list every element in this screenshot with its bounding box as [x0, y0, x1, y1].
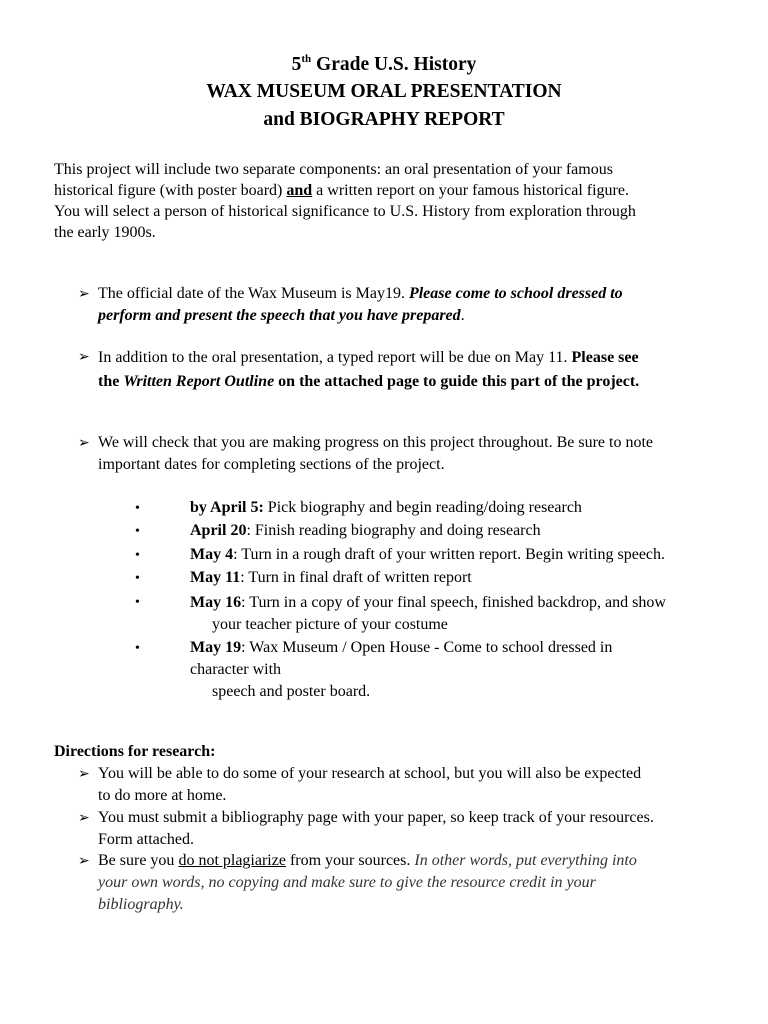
title-line-1-text: Grade U.S. History [316, 54, 477, 75]
schedule-date: May 19 [190, 639, 242, 656]
direction-1-line-1: You will be able to do some of your research at school, but you will also be expected [98, 765, 642, 782]
intro-line-1: This project will include two separate components: an oral presentation of your famous [54, 161, 613, 178]
schedule-bullet-icon: • [135, 641, 140, 656]
schedule-text: : Turn in a rough draft of your written report. Begin writing speech. [233, 546, 666, 563]
arrow-bullet-icon: ➢ [78, 350, 90, 365]
schedule-item-may-16 [190, 592, 666, 636]
bullet-2-bold-2a: the [98, 373, 124, 390]
bullet-1-end: . [460, 307, 465, 324]
arrow-bullet-icon: ➢ [78, 854, 90, 869]
schedule-date: May 11 [190, 569, 241, 586]
intro-line-2 [54, 180, 734, 201]
direction-3-post: from your sources. [285, 852, 415, 869]
schedule-item-may-4 [190, 544, 665, 566]
direction-3-italic-2: your own words, no copying and make sure to give the resource credit in your [98, 874, 596, 891]
arrow-bullet-icon: ➢ [78, 287, 90, 302]
direction-bibliography [98, 807, 654, 851]
do-not-plagiarize-emphasis: do not plagiarize [178, 852, 286, 869]
schedule-bullet-icon: • [135, 571, 140, 586]
direction-research-at-school [98, 763, 641, 807]
schedule-bullet-icon: • [135, 595, 140, 610]
direction-3-pre: Be sure you [98, 852, 179, 869]
schedule-bullet-icon: • [135, 501, 140, 516]
schedule-date: May 4 [190, 546, 234, 563]
schedule-item-april-20 [190, 520, 541, 542]
bullet-2-text: In addition to the oral presentation, a typed report will be due on May 11. [98, 349, 572, 366]
direction-1-line-2: to do more at home. [98, 787, 227, 804]
arrow-bullet-icon: ➢ [78, 436, 90, 451]
bullet-1-emphasis-2: perform and present the speech that you have prepared [98, 307, 461, 324]
intro-line-2-pre: historical figure (with poster board) [54, 182, 287, 199]
direction-3-italic-1: In other words, put everything into [414, 852, 637, 869]
bullet-3-line-2: important dates for completing sections of the project. [98, 456, 445, 473]
bullet-2-bold-1: Please see [571, 349, 639, 366]
arrow-bullet-icon: ➢ [78, 811, 90, 826]
intro-line-4: the early 1900s. [54, 224, 156, 241]
intro-paragraph [54, 159, 734, 243]
arrow-bullet-icon: ➢ [78, 767, 90, 782]
bullet-2-bold-2b: on the attached page to guide this part of the project. [274, 373, 640, 390]
schedule-text: : Turn in a copy of your final speech, finished backdrop, and show [241, 594, 666, 611]
schedule-text: Pick biography and begin reading/doing research [263, 499, 582, 516]
schedule-date: April 20 [190, 522, 247, 539]
intro-and-emphasis: and [286, 182, 313, 199]
schedule-bullet-icon: • [135, 524, 140, 539]
schedule-date: by April 5: [190, 499, 264, 516]
directions-heading: Directions for research: [54, 743, 216, 760]
schedule-text-continued: speech and poster board. [212, 683, 371, 700]
bullet-wax-museum-date [98, 283, 623, 327]
title-line-3: and BIOGRAPHY REPORT [263, 109, 505, 130]
schedule-item-april-5 [190, 497, 582, 519]
grade-number: 5 [291, 54, 302, 75]
title-line-1 [0, 52, 768, 78]
bullet-progress [98, 432, 653, 476]
written-report-outline-ref: Written Report Outline [123, 373, 275, 390]
intro-line-3: You will select a person of historical significance to U.S. History from exploration through [54, 203, 636, 220]
intro-line-2-post: a written report on your famous historical figure. [312, 182, 629, 199]
schedule-text: : Wax Museum / Open House - Come to school dressed in [241, 639, 613, 656]
title-line-2: WAX MUSEUM ORAL PRESENTATION [206, 81, 562, 102]
bullet-1-text: The official date of the Wax Museum is May19. [98, 285, 409, 302]
grade-superscript: th [301, 53, 312, 65]
direction-2-line-1: You must submit a bibliography page with your paper, so keep track of your resources. [98, 809, 654, 826]
bullet-3-line-1: We will check that you are making progress on this project throughout. Be sure to note [98, 434, 654, 451]
schedule-text-continued: character with [190, 661, 282, 678]
schedule-item-may-11 [190, 567, 472, 589]
direction-2-line-2: Form attached. [98, 831, 194, 848]
schedule-text: : Turn in final draft of written report [240, 569, 472, 586]
schedule-date: May 16 [190, 594, 242, 611]
bullet-1-emphasis-1: Please come to school dressed to [408, 285, 623, 302]
schedule-text: : Finish reading biography and doing research [246, 522, 541, 539]
schedule-bullet-icon: • [135, 548, 140, 563]
schedule-text-continued: your teacher picture of your costume [212, 616, 448, 633]
schedule-item-may-19 [190, 637, 612, 703]
direction-3-italic-3: bibliography. [98, 896, 184, 913]
bullet-typed-report [98, 346, 639, 394]
direction-no-plagiarism [98, 850, 637, 916]
